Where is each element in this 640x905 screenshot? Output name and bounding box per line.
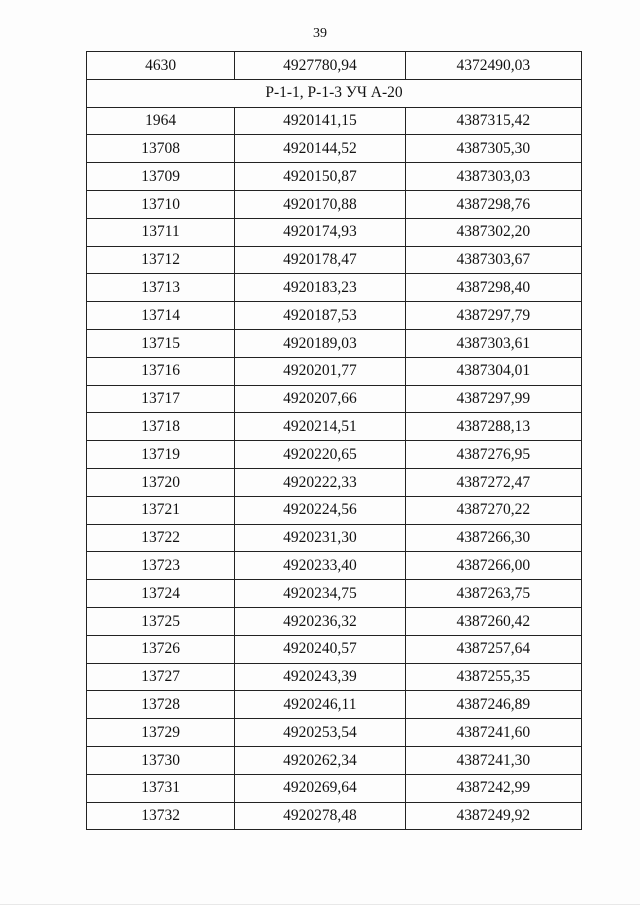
y-coordinate-cell: 4387288,13: [405, 413, 581, 441]
table-row: [87, 524, 582, 552]
y-coordinate-cell: 4387303,03: [405, 163, 581, 191]
table-row: [87, 746, 582, 774]
point-number-cell: 13732: [87, 802, 235, 830]
x-coordinate-cell: 4920278,48: [235, 802, 405, 830]
y-coordinate-cell: 4387255,35: [405, 663, 581, 691]
point-number-cell: 13729: [87, 719, 235, 747]
table-row: [87, 190, 582, 218]
point-number-cell: 13724: [87, 580, 235, 608]
point-number-cell: 13723: [87, 552, 235, 580]
y-coordinate-cell: 4387260,42: [405, 607, 581, 635]
table-row: [87, 719, 582, 747]
point-number-cell: 13717: [87, 385, 235, 413]
y-coordinate-cell: 4387249,92: [405, 802, 581, 830]
table-row: [87, 413, 582, 441]
y-coordinate-cell: 4387276,95: [405, 441, 581, 469]
table-row: [87, 552, 582, 580]
y-coordinate-cell: 4387303,67: [405, 246, 581, 274]
y-coordinate-cell: 4387298,76: [405, 190, 581, 218]
x-coordinate-cell: 4920207,66: [235, 385, 405, 413]
x-coordinate-cell: 4920214,51: [235, 413, 405, 441]
section-header-row: [87, 79, 582, 107]
y-coordinate-cell: 4387302,20: [405, 218, 581, 246]
table-row: [87, 691, 582, 719]
point-number-cell: 13731: [87, 774, 235, 802]
x-coordinate-cell: 4920141,15: [235, 107, 405, 135]
y-coordinate-cell: 4387246,89: [405, 691, 581, 719]
point-number-cell: 13728: [87, 691, 235, 719]
point-number-cell: 13711: [87, 218, 235, 246]
table-row: [87, 107, 582, 135]
y-coordinate-cell: 4387263,75: [405, 580, 581, 608]
x-coordinate-cell: 4920178,47: [235, 246, 405, 274]
x-coordinate-cell: 4920150,87: [235, 163, 405, 191]
table-row: [87, 302, 582, 330]
point-number-cell: 13708: [87, 135, 235, 163]
x-coordinate-cell: 4920253,54: [235, 719, 405, 747]
table-row: [87, 357, 582, 385]
x-coordinate-cell: 4920234,75: [235, 580, 405, 608]
x-coordinate-cell: 4920220,65: [235, 441, 405, 469]
y-coordinate-cell: 4387304,01: [405, 357, 581, 385]
y-coordinate-cell: 4387303,61: [405, 329, 581, 357]
y-coordinate-cell: 4387270,22: [405, 496, 581, 524]
x-coordinate-cell: 4920170,88: [235, 190, 405, 218]
y-coordinate-cell: 4387305,30: [405, 135, 581, 163]
point-number-cell: 13709: [87, 163, 235, 191]
x-coordinate-cell: 4920233,40: [235, 552, 405, 580]
table-row: [87, 329, 582, 357]
x-coordinate-cell: 4920246,11: [235, 691, 405, 719]
section-title: Р-1-1, Р-1-3 УЧ А-20: [87, 79, 582, 107]
x-coordinate-cell: 4920187,53: [235, 302, 405, 330]
table-row: [87, 802, 582, 830]
point-number-cell: 13720: [87, 468, 235, 496]
x-coordinate-cell: 4920231,30: [235, 524, 405, 552]
table-row: [87, 274, 582, 302]
y-coordinate-cell: 4387242,99: [405, 774, 581, 802]
y-coordinate-cell: 4387266,30: [405, 524, 581, 552]
x-coordinate-cell: 4920144,52: [235, 135, 405, 163]
y-coordinate-cell: 4387241,60: [405, 719, 581, 747]
point-number-cell: 13710: [87, 190, 235, 218]
x-coordinate-cell: 4920269,64: [235, 774, 405, 802]
table-row: [87, 774, 582, 802]
table-row: [87, 496, 582, 524]
point-number-cell: 13726: [87, 635, 235, 663]
table-row: [87, 218, 582, 246]
y-coordinate-cell: 4387298,40: [405, 274, 581, 302]
table-row: [87, 580, 582, 608]
table-row: [87, 468, 582, 496]
x-coordinate-cell: 4920201,77: [235, 357, 405, 385]
point-number-cell: 1964: [87, 107, 235, 135]
y-coordinate-cell: 4387297,79: [405, 302, 581, 330]
x-coordinate-cell: 4927780,94: [235, 52, 405, 80]
table-row: [87, 163, 582, 191]
y-coordinate-cell: 4387272,47: [405, 468, 581, 496]
table-row: [87, 441, 582, 469]
point-number-cell: 13722: [87, 524, 235, 552]
y-coordinate-cell: 4372490,03: [405, 52, 581, 80]
point-number-cell: 13715: [87, 329, 235, 357]
x-coordinate-cell: 4920183,23: [235, 274, 405, 302]
point-number-cell: 13730: [87, 746, 235, 774]
x-coordinate-cell: 4920236,32: [235, 607, 405, 635]
point-number-cell: 13718: [87, 413, 235, 441]
point-number-cell: 13712: [87, 246, 235, 274]
y-coordinate-cell: 4387257,64: [405, 635, 581, 663]
table-row: [87, 246, 582, 274]
page-number: 39: [313, 26, 327, 41]
x-coordinate-cell: 4920174,93: [235, 218, 405, 246]
point-number-cell: 13714: [87, 302, 235, 330]
table-row: [87, 135, 582, 163]
y-coordinate-cell: 4387241,30: [405, 746, 581, 774]
point-number-cell: 13727: [87, 663, 235, 691]
x-coordinate-cell: 4920189,03: [235, 329, 405, 357]
point-number-cell: 13713: [87, 274, 235, 302]
x-coordinate-cell: 4920240,57: [235, 635, 405, 663]
y-coordinate-cell: 4387266,00: [405, 552, 581, 580]
x-coordinate-cell: 4920243,39: [235, 663, 405, 691]
x-coordinate-cell: 4920222,33: [235, 468, 405, 496]
table-row: [87, 52, 582, 80]
coordinates-table: [86, 51, 582, 830]
table-row: [87, 607, 582, 635]
y-coordinate-cell: 4387315,42: [405, 107, 581, 135]
point-number-cell: 4630: [87, 52, 235, 80]
table-row: [87, 663, 582, 691]
coordinates-table-body: [87, 52, 582, 830]
point-number-cell: 13716: [87, 357, 235, 385]
table-row: [87, 635, 582, 663]
y-coordinate-cell: 4387297,99: [405, 385, 581, 413]
point-number-cell: 13725: [87, 607, 235, 635]
point-number-cell: 13721: [87, 496, 235, 524]
table-row: [87, 385, 582, 413]
x-coordinate-cell: 4920224,56: [235, 496, 405, 524]
x-coordinate-cell: 4920262,34: [235, 746, 405, 774]
point-number-cell: 13719: [87, 441, 235, 469]
